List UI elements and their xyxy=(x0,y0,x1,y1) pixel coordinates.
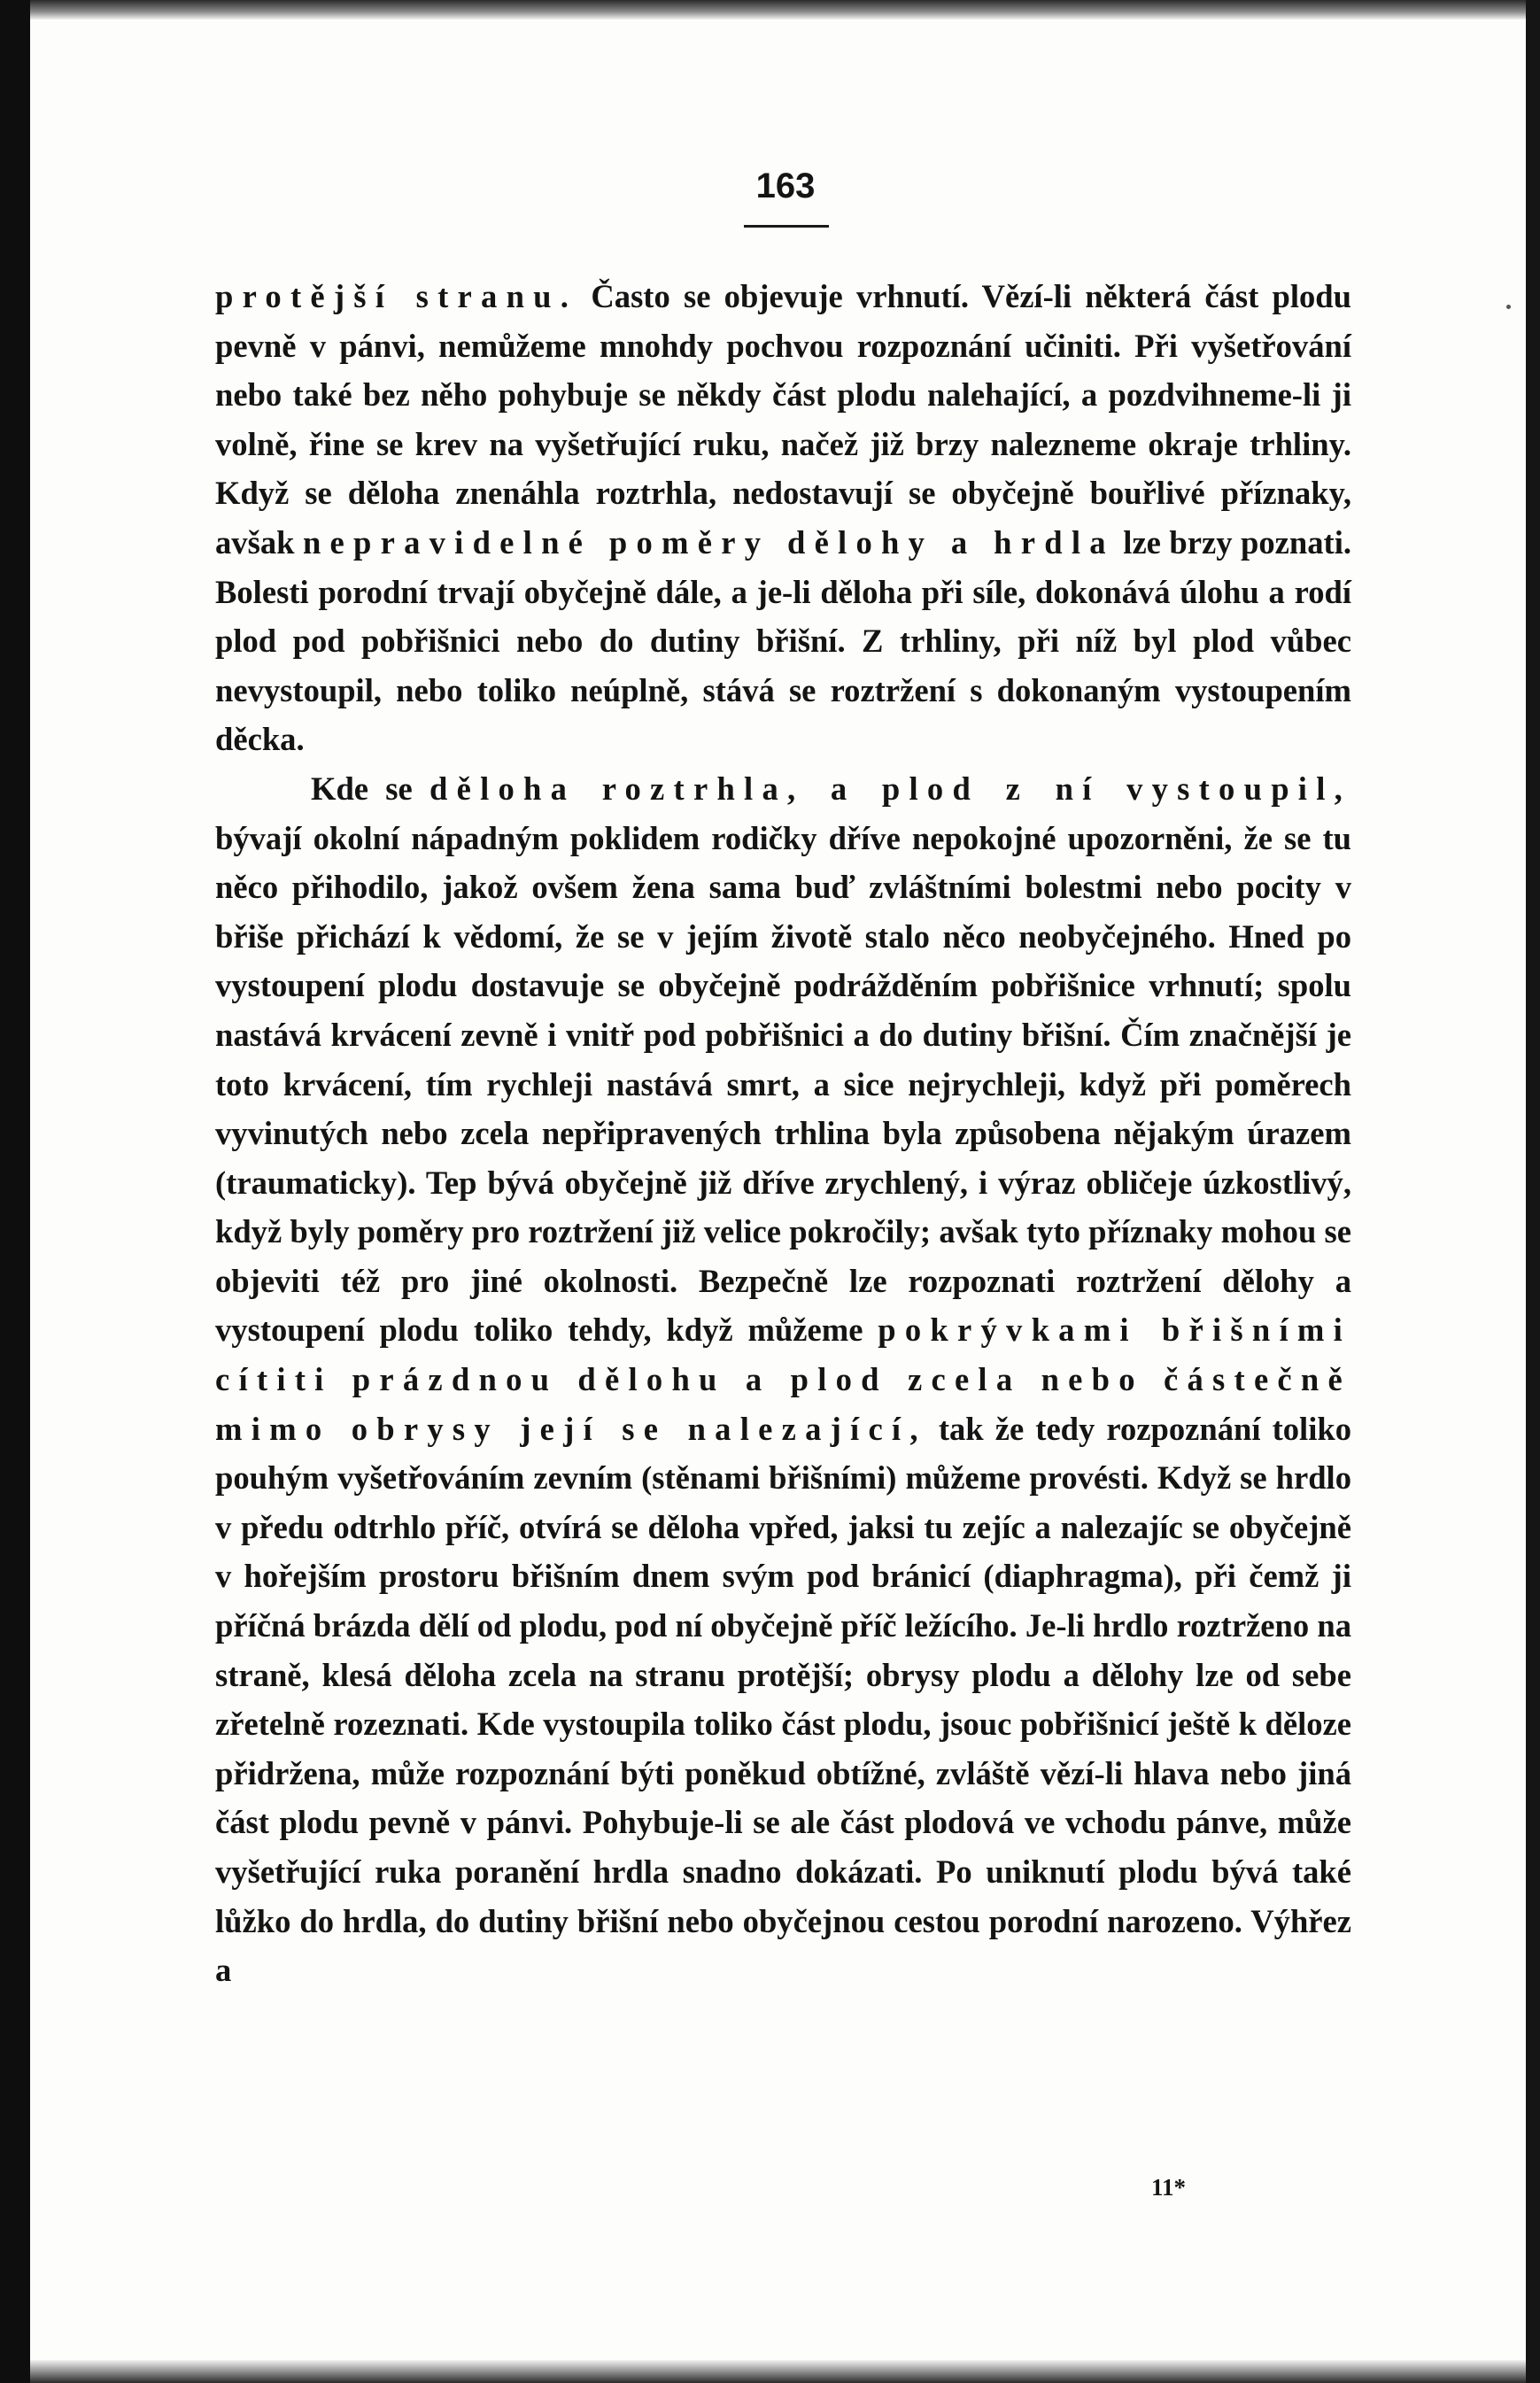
spaced-emphasis: protější stranu. xyxy=(215,278,578,314)
scan-border-bottom xyxy=(30,2360,1526,2383)
paragraph-1 xyxy=(215,272,1351,764)
text-run: Často se objevuje vrhnutí. Vězí-li některá část plodu pevně v pánvi, nemůžeme mnohdy pochvou rozpoznání učiniti. Při vyšetřování nebo také bez něho pohybuje se někdy část plodu nalehající, a pozdvihneme-li ji volně, řine se krev na vyšetřující ruku, načež již brzy nalezneme okraje trhliny. Když se děloha znenáhla roztrhla, nedostavují se obyčejně bouřlivé příznaky, avšak xyxy=(215,278,1351,561)
page-number: 163 xyxy=(755,166,816,205)
text-run: tak že tedy rozpoznání toliko pouhým vyšetřováním zevním (stěnami břišními) můžeme provésti. Když se hrdlo v předu odtrhlo příč, otvírá se děloha vpřed, jaksi tu zejíc a nalezajíc se obyčejně v hořejším prostoru břišním dnem svým pod bránicí (diaphragma), při čemž ji příčná brázda dělí od plodu, pod ní obyčejně příč ležícího. Je-li hrdlo roztrženo na straně, klesá děloha zcela na stranu protější; obrysy plodu a dělohy lze od sebe zřetelně rozeznati. Kde vystoupila toliko část plodu, jsouc pobřišnicí ještě k děloze přidržena, může rozpoznání býti poněkud obtížné, zvláště vězí-li hlava nebo jiná část plodu pevně v pánvi. Pohybuje-li se ale část plodová ve vchodu pánve, může vyšetřující ruka poranění hrdla snadno dokázati. Po uniknutí plodu bývá také lůžko do hrdla, do dutiny břišní nebo obyčejnou cestou porodní narozeno. Výhřez a xyxy=(215,1410,1351,1989)
page-number-underline xyxy=(744,225,829,228)
spaced-emphasis: nepravidelné poměry dělohy a hrdla xyxy=(302,523,1115,561)
signature-mark: 11* xyxy=(1151,2174,1187,2201)
paper-speck xyxy=(1506,305,1511,309)
scan-border-top xyxy=(30,0,1526,19)
spaced-emphasis: pokrývkami břišními cítiti prázdnou dělohu a plod zcela nebo částečně mimo obrysy její se nalezající, xyxy=(215,1311,1352,1447)
scan-border-right xyxy=(1526,0,1540,2383)
book-page xyxy=(30,19,1526,2360)
text-run: Kde se xyxy=(311,770,430,807)
spaced-emphasis: děloha roztrhla, a plod z ní vystoupil, xyxy=(429,770,1351,807)
text-run: lze brzy poznati. Bolesti porodní trvají obyčejně dále, a je-li děloha při síle, dokonává úlohu a rodí plod pod pobřišnici nebo do dutiny břišní. Z trhliny, při níž byl plod vůbec nevystoupil, nebo toliko neúplně, stává se roztržení s dokonaným vystoupením děcka. xyxy=(215,523,1351,758)
scan-border-left xyxy=(0,0,30,2383)
body-text xyxy=(215,272,1351,1995)
text-run: bývají okolní nápadným poklidem rodičky dříve nepokojné upozorněni, že se tu něco přihodilo, jakož ovšem žena sama buď zvláštními bolestmi nebo pocity v břiše přichází k vědomí, že se v jejím životě stalo něco neobyčejného. Hned po vystoupení plodu dostavuje se obyčejně podrážděním pobřišnice vrhnutí; spolu nastává krvácení zevně i vnitř pod pobřišnici a do dutiny břišní. Čím značnější je toto krvácení, tím rychleji nastává smrt, a sice nejrychleji, když při poměrech vyvinutých nebo zcela nepřipravených trhlina byla způsobena nějakým úrazem (traumaticky). Tep bývá obyčejně již dříve zrychlený, i výraz obličeje úzkostlivý, když byly poměry pro roztržení již velice pokročily; avšak tyto příznaky mohou se objeviti též pro jiné okolnosti. Bezpečně lze rozpoznati roztržení dělohy a vystoupení plodu toliko tehdy, když můžeme xyxy=(215,819,1351,1349)
paragraph-2 xyxy=(215,764,1351,1995)
